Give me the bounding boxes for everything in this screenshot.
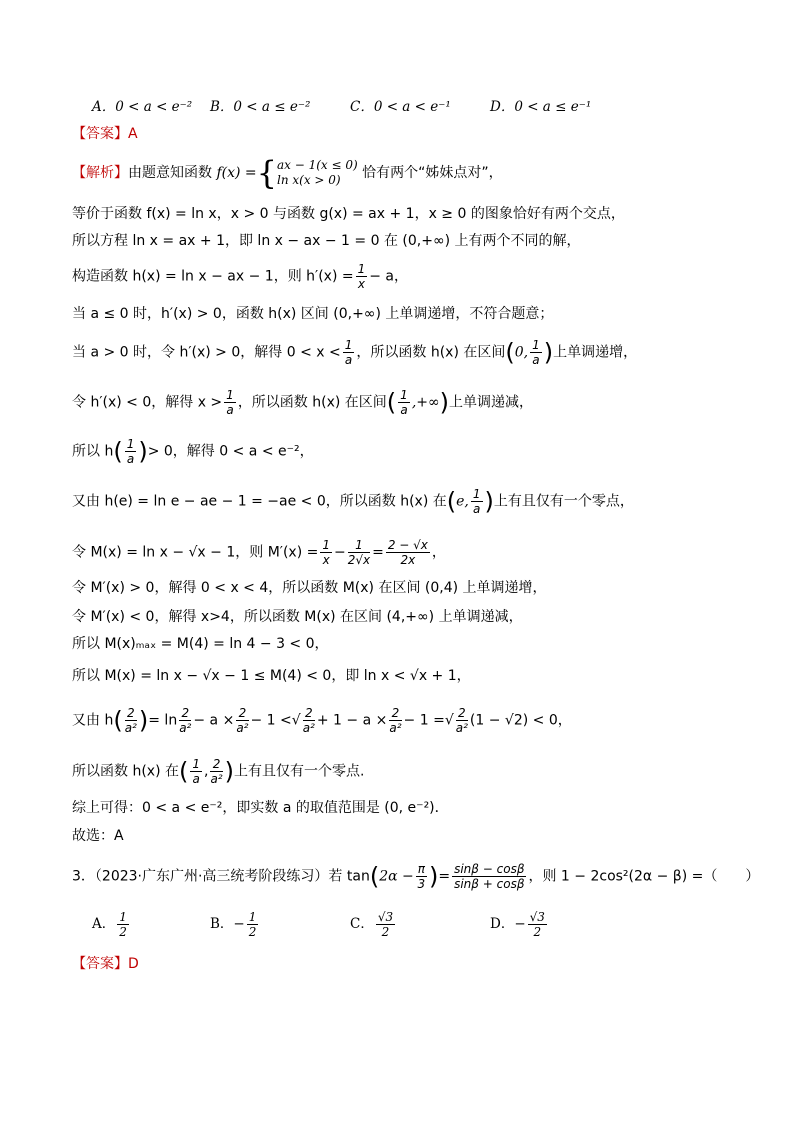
analysis-line-12: 令 M′(x) < 0，解得 x>4，所以函数 M(x) 在区间 (4,+∞) 上单调递减， bbox=[72, 609, 523, 625]
analysis-line-5: 当 a ≤ 0 时，h′(x) > 0，函数 h(x) 区间 (0,+∞) 上单调递增，不符合题意； bbox=[72, 306, 554, 322]
analysis-line-11: 令 M′(x) > 0，解得 0 < x < 4，所以函数 M(x) 在区间 (0,4) 上单调递增， bbox=[72, 580, 547, 596]
option-c: C．0 < a < e⁻¹ bbox=[350, 99, 451, 115]
analysis-line-2: 等价于函数 f(x) = ln x，x > 0 与函数 g(x) = ax + 1，x ≥ 0 的图象恰好有两个交点， bbox=[72, 206, 625, 222]
option-b: B．0 < a ≤ e⁻² bbox=[210, 99, 311, 115]
analysis-line-14: 所以 M(x) = ln x − √x − 1 ≤ M(4) < 0，即 ln x < √x + 1， bbox=[72, 668, 471, 684]
analysis-line-10: 令 M(x) = ln x − √x − 1，则 M′(x) = $\frac{1}{x}$ − $\frac{1}{2√x}$ = $\frac{2 - √x}{2x}$ ， bbox=[72, 538, 446, 567]
q3-option-a: A． $\frac{1}{2}$ bbox=[92, 910, 127, 939]
analysis-line-4: 构造函数 h(x) = ln x − ax − 1，则 h′(x) = $\frac{1}{x}$ − a， bbox=[72, 262, 408, 291]
answer-q2 bbox=[72, 124, 754, 144]
analysis-tag: 【解析】 bbox=[72, 165, 128, 181]
piecewise-cases: ax − 1(x ≤ 0) ln x(x > 0) bbox=[277, 158, 358, 187]
question-3: 3．（2023·广东广州·高三统考阶段练习）若 tan(2α − $\frac{\pi}{3}$ )= $\frac{\sin\beta - \cos\beta}{\sin\beta + \cos\beta}$ ，则 1 − 2cos²(2α − β) =（ ） bbox=[72, 862, 760, 891]
option-a: A．0 < a < e⁻² bbox=[92, 99, 193, 115]
q3-option-d: D．− $\frac{√3}{2}$ bbox=[490, 910, 545, 939]
q3-option-b: B．− $\frac{1}{2}$ bbox=[210, 910, 257, 939]
q3-option-c: C． $\frac{√3}{2}$ bbox=[350, 910, 394, 939]
analysis-line-18: 故选：A bbox=[72, 828, 124, 844]
analysis-line-17: 综上可得：0 < a < e⁻²，即实数 a 的取值范围是 (0, e⁻²)． bbox=[72, 800, 449, 816]
answer-q3: 【答案】D bbox=[72, 956, 139, 972]
analysis-line-13: 所以 M(x)ₘₐₓ = M(4) = ln 4 − 3 < 0， bbox=[72, 636, 329, 652]
answer-value: A bbox=[128, 126, 138, 142]
analysis-line-15: 又由 h( $\frac{2}{\text{a²}}$ )= ln $\frac{2}{\text{a²}}$ − a × $\frac{2}{\text{a²}}$ − 1 <√ $\frac{2}{\text{a²}}$ + 1 − a × $\frac{2}{\text{a²}}$ − 1 =√ $\frac{2}{\text{a²}}$ (1 − √2) < 0， bbox=[72, 706, 572, 735]
analysis-line-16: 所以函数 h(x) 在( $\frac{1}{a}$ , $\frac{2}{\text{a²}}$ )上有且仅有一个零点. bbox=[72, 757, 365, 786]
option-d: D．0 < a ≤ e⁻¹ bbox=[490, 99, 592, 115]
analysis-line-3: 所以方程 ln x = ax + 1，即 ln x − ax − 1 = 0 在 (0,+∞) 上有两个不同的解， bbox=[72, 233, 581, 249]
analysis-line-1: 【解析】由题意知函数 f(x) ={ ax − 1(x ≤ 0) ln x(x > 0) 恰有两个“姊妹点对”， bbox=[72, 154, 503, 192]
analysis-line-6: 当 a > 0 时，令 h′(x) > 0，解得 0 < x < $\frac{1}{a}$ ，所以函数 h(x) 在区间(0, $\frac{1}{a}$ )上单调递增， bbox=[72, 338, 638, 367]
analysis-line-9: 又由 h(e) = ln e − ae − 1 = −ae < 0，所以函数 h(x) 在(e, $\frac{1}{a}$ )上有且仅有一个零点， bbox=[72, 487, 634, 516]
answer-tag: 【答案】 bbox=[72, 126, 128, 142]
analysis-line-8: 所以 h( $\frac{1}{a}$ )> 0，解得 0 < a < e⁻²， bbox=[72, 437, 314, 466]
analysis-line-7: 令 h′(x) < 0，解得 x > $\frac{1}{a}$ ，所以函数 h(x) 在区间( $\frac{1}{a}$ ,+∞)上单调递减， bbox=[72, 388, 534, 417]
